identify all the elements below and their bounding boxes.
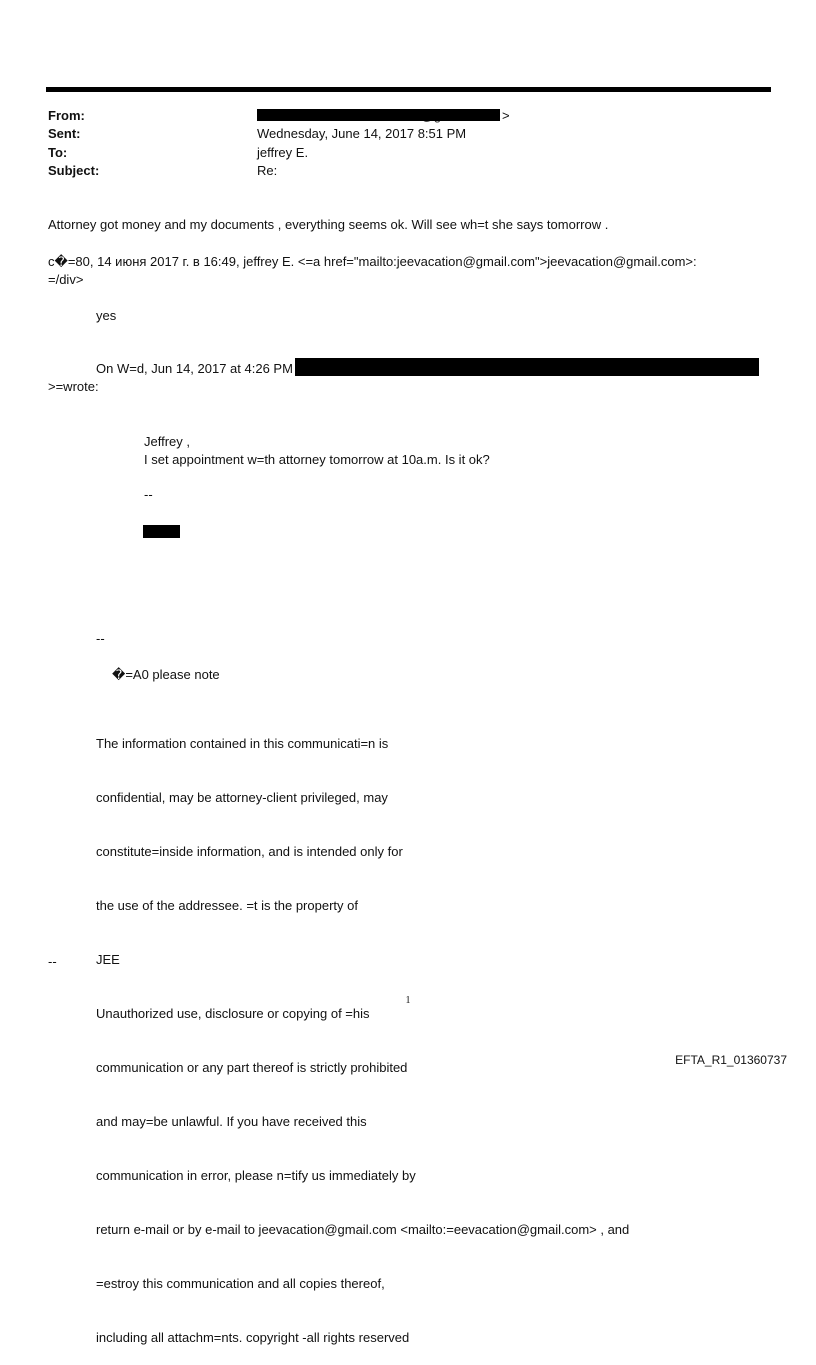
to-label: To: bbox=[48, 145, 68, 160]
disclaimer-line: communication in error, please n=tify us immediately by bbox=[96, 1168, 416, 1183]
trailing-separator: -- bbox=[48, 954, 57, 969]
disclaimer-line: Unauthorized use, disclosure or copying of =his bbox=[96, 1006, 370, 1021]
disclaimer-line: confidential, may be attorney-client privileged, may bbox=[96, 790, 388, 805]
subject-label: Subject: bbox=[48, 163, 100, 178]
page-number: 1 bbox=[405, 995, 411, 1006]
from-value bbox=[257, 107, 517, 125]
redaction-bar bbox=[257, 109, 500, 121]
header-rule bbox=[46, 87, 771, 92]
signature-separator: -- bbox=[96, 631, 105, 646]
from-label: From: bbox=[48, 108, 85, 123]
redaction-bar bbox=[143, 525, 180, 538]
disclaimer-line: communication or any part thereof is strictly prohibited bbox=[96, 1060, 408, 1075]
disclaimer-line: constitute=inside information, and is intended only for bbox=[96, 844, 403, 859]
sent-value: Wednesday, June 14, 2017 8:51 PM bbox=[257, 126, 467, 141]
bates-number: EFTA_R1_01360737 bbox=[675, 1053, 787, 1067]
disclaimer bbox=[96, 699, 629, 1365]
inner-text: I set appointment w=th attorney tomorrow at 10a.m. Is it ok? bbox=[144, 452, 490, 467]
disclaimer-line: return e-mail or by e-mail to jeevacation@gmail.com <mailto:=eevacation@gmail.com> , and bbox=[96, 1222, 630, 1237]
redaction-bar bbox=[295, 358, 759, 376]
disclaimer-line: including all attachm=nts. copyright -all rights reserved bbox=[96, 1330, 410, 1345]
quote-header-line: =/div> bbox=[48, 272, 84, 287]
signature-separator: -- bbox=[144, 487, 153, 502]
reply-text: yes bbox=[96, 308, 117, 323]
disclaimer-line: and may=be unlawful. If you have received this bbox=[96, 1114, 367, 1129]
subject-value: Re: bbox=[257, 163, 278, 178]
inner-greeting: Jeffrey , bbox=[144, 434, 191, 449]
disclaimer-line: =estroy this communication and all copies thereof, bbox=[96, 1276, 385, 1291]
disclaimer-line: The information contained in this communicati=n is bbox=[96, 736, 389, 751]
on-wrote-line: >=wrote: bbox=[48, 379, 99, 394]
body-line: Attorney got money and my documents , everything seems ok. Will see wh=t she says tomorrow . bbox=[48, 217, 609, 232]
disclaimer-line: JEE bbox=[96, 952, 120, 967]
to-value: jeffrey E. bbox=[257, 145, 309, 160]
on-wrote-line: On W=d, Jun 14, 2017 at 4:26 PM bbox=[96, 361, 293, 376]
from-value-tail: > bbox=[502, 108, 510, 123]
quote-header-line: c�=80, 14 июня 2017 г. в 16:49, jeffrey E. <=a href="mailto:jeevacation@gmail.com">jeevacation@gmail.com>: bbox=[48, 254, 697, 269]
sent-label: Sent: bbox=[48, 126, 81, 141]
please-note: �=A0 please note bbox=[112, 667, 220, 682]
disclaimer-line: the use of the addressee. =t is the property of bbox=[96, 898, 358, 913]
